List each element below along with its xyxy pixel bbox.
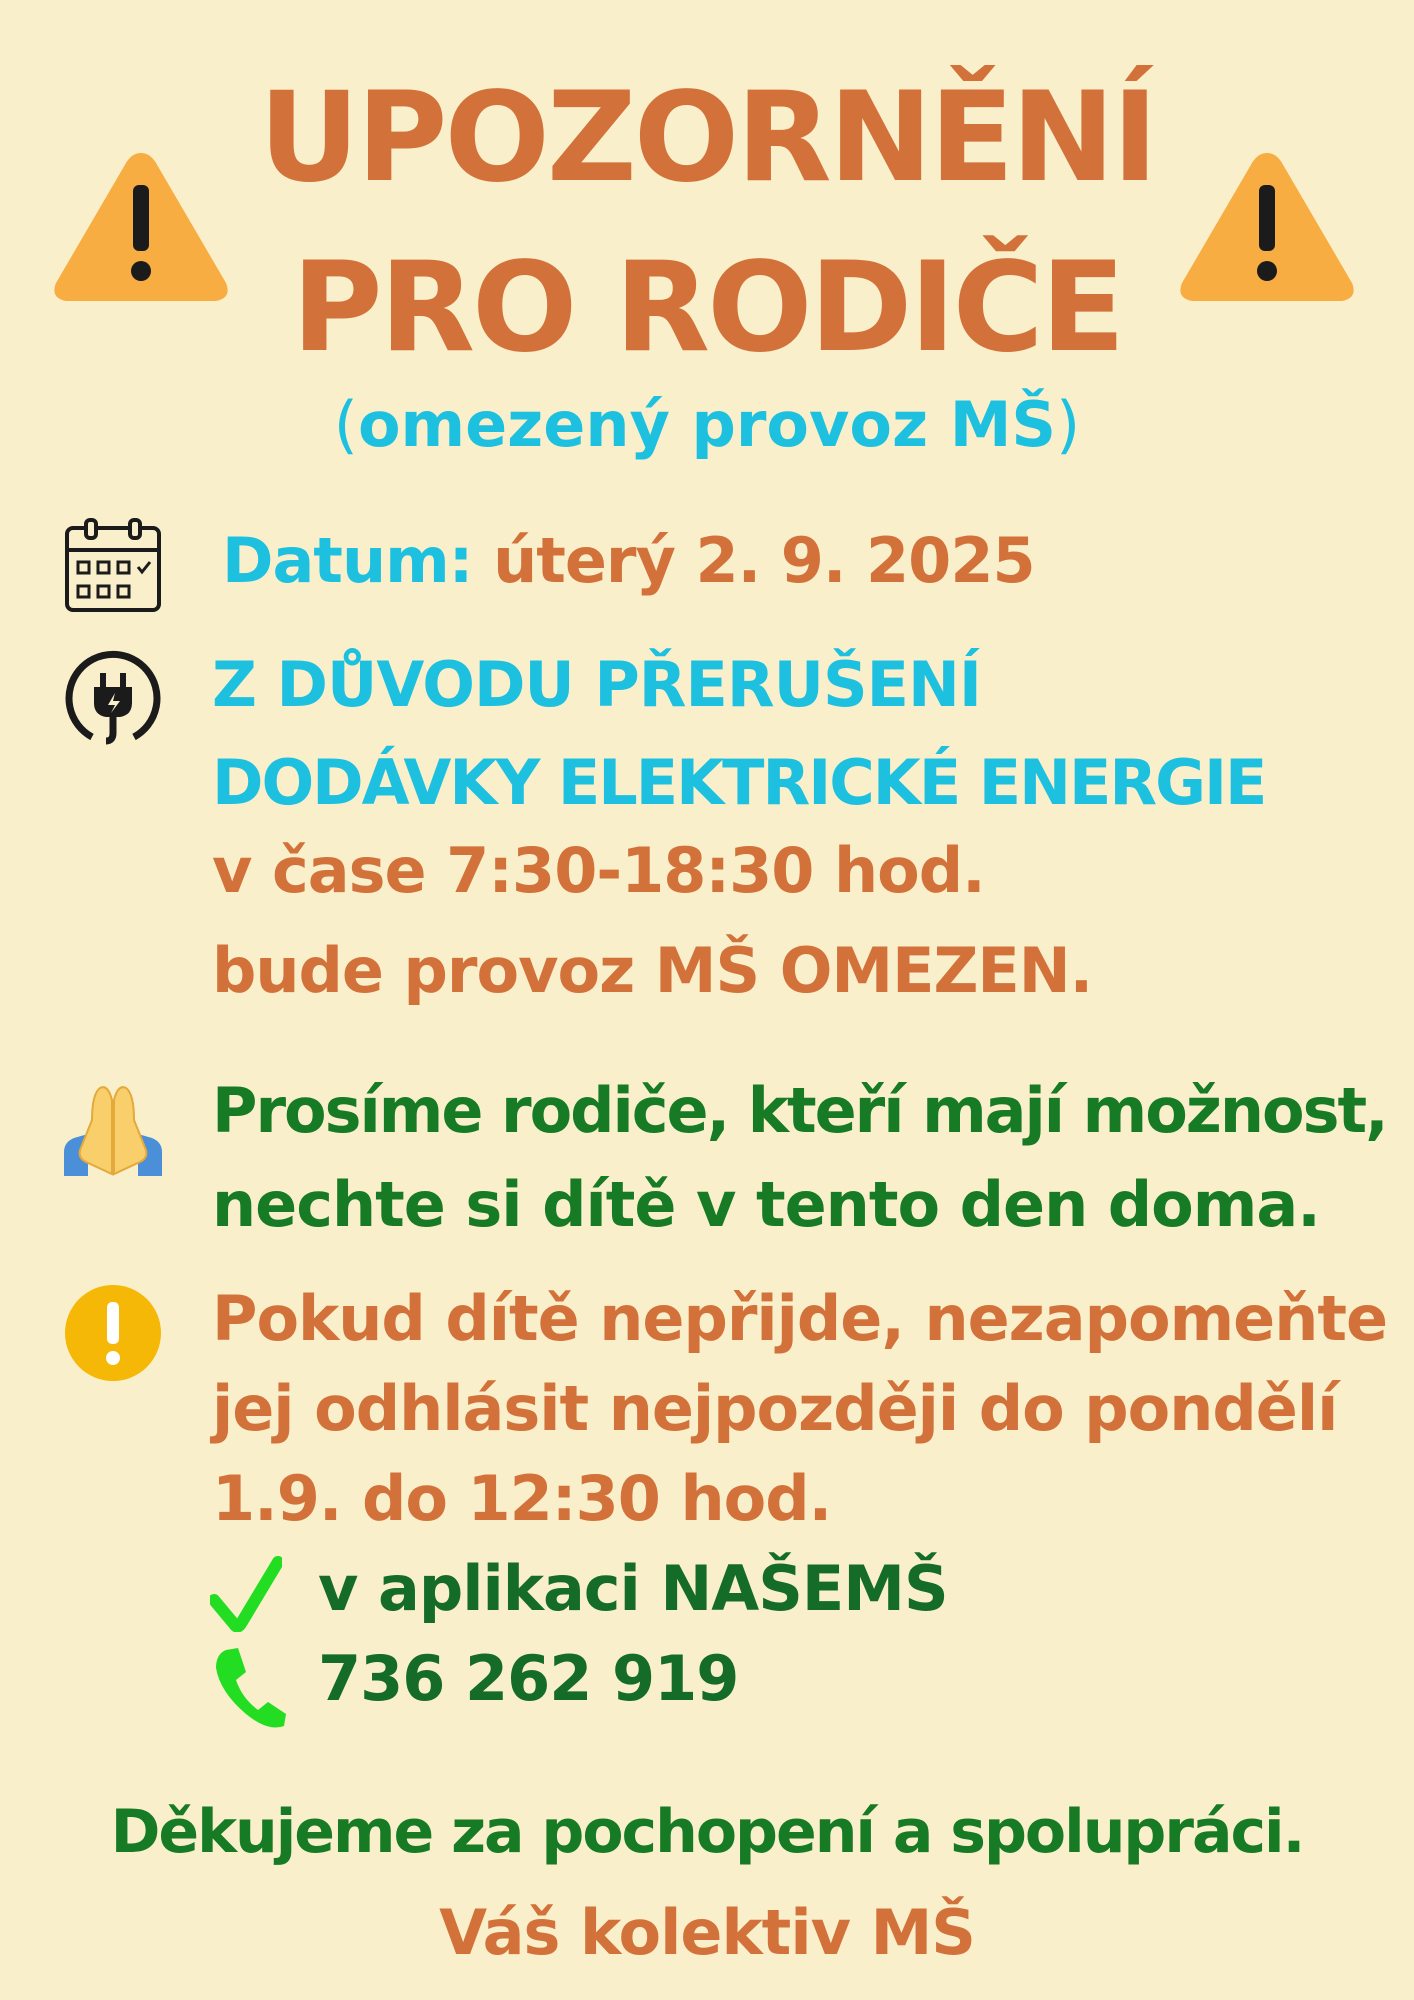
contact-app: v aplikaci NAŠEMŠ <box>318 1552 948 1625</box>
calendar-icon <box>64 518 164 614</box>
exclamation-circle-icon <box>64 1284 162 1382</box>
outage-line-3: v čase 7:30-18:30 hod. <box>212 834 985 907</box>
contact-phone: 736 262 919 <box>318 1642 739 1715</box>
subtitle <box>0 388 1414 461</box>
notice-line-3: 1.9. do 12:30 hod. <box>212 1462 832 1535</box>
outage-line-4: bude provoz MŠ OMEZEN. <box>212 934 1093 1007</box>
request-line-2: nechte si dítě v tento den doma. <box>212 1168 1320 1241</box>
request-line-1: Prosíme rodiče, kteří mají možnost, <box>212 1074 1387 1147</box>
title-line-1: UPOZORNĚNÍ <box>258 66 1156 210</box>
check-mark-icon <box>210 1556 282 1632</box>
notice-line-1: Pokud dítě nepřijde, nezapomeňte <box>212 1282 1388 1355</box>
date-label: Datum: <box>222 524 473 597</box>
phone-icon <box>212 1646 288 1730</box>
outage-line-1: Z DŮVODU PŘERUŠENÍ <box>212 648 981 721</box>
subtitle-open-paren: ( <box>333 388 358 461</box>
notice-line-2: jej odhlásit nejpozději do pondělí <box>212 1372 1338 1445</box>
subtitle-close-paren: ) <box>1056 388 1081 461</box>
footer-signature: Váš kolektiv MŠ <box>439 1896 975 1969</box>
praying-hands-icon <box>62 1080 164 1176</box>
title-line-2: PRO RODIČE <box>291 236 1123 380</box>
footer-thanks: Děkujeme za pochopení a spolupráci. <box>110 1797 1304 1867</box>
power-plug-icon <box>62 645 164 747</box>
date-row <box>222 524 1035 597</box>
date-value: úterý 2. 9. 2025 <box>493 524 1035 597</box>
subtitle-text: omezený provoz MŠ <box>357 388 1057 461</box>
outage-line-2: DODÁVKY ELEKTRICKÉ ENERGIE <box>212 746 1266 819</box>
